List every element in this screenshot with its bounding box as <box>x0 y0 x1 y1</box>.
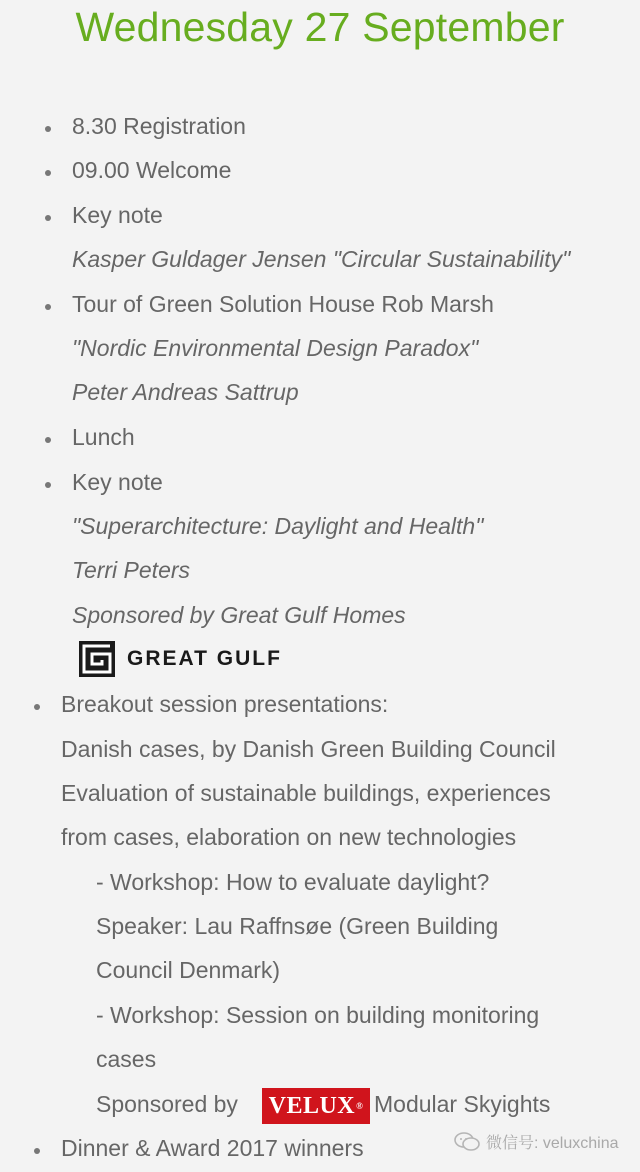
agenda-item-detail: Terri Peters <box>72 557 191 583</box>
bullet-icon <box>45 482 51 488</box>
watermark-text: 微信号: veluxchina <box>486 1135 619 1152</box>
agenda-item-sponsor: Sponsored by Great Gulf Homes <box>72 602 406 628</box>
agenda-item-label: Tour of Green Solution House Rob Marsh <box>72 291 494 317</box>
agenda-item-label: 09.00 Welcome <box>72 157 232 183</box>
page-title: Wednesday 27 September <box>75 4 565 50</box>
velux-wordmark: VELUX <box>268 1092 356 1119</box>
workshop-1-speaker: Council Denmark) <box>96 957 281 983</box>
great-gulf-logo <box>79 641 282 677</box>
bullet-icon <box>34 1148 40 1154</box>
bullet-icon <box>45 126 51 132</box>
agenda-item-detail: "Superarchitecture: Daylight and Health" <box>72 513 484 539</box>
bullet-icon <box>45 437 51 443</box>
agenda-item-detail: "Nordic Environmental Design Paradox" <box>72 335 479 361</box>
agenda-item-label: Lunch <box>72 424 135 450</box>
sponsored-by-label: Sponsored by <box>96 1091 238 1117</box>
agenda-item-label: Breakout session presentations: <box>61 691 389 717</box>
great-gulf-mark-icon <box>79 641 115 677</box>
agenda-item-label: Dinner & Award 2017 winners <box>61 1135 364 1161</box>
agenda-item-detail: Danish cases, by Danish Green Building Council <box>61 736 556 762</box>
workshop-2-title: - Workshop: Session on building monitoring <box>96 1002 540 1028</box>
velux-logo <box>262 1088 370 1124</box>
agenda-item-label: Key note <box>72 202 163 228</box>
agenda-item-detail: Evaluation of sustainable buildings, experiences <box>61 780 551 806</box>
wechat-watermark <box>454 1130 619 1153</box>
agenda-item-label: 8.30 Registration <box>72 113 246 139</box>
bullet-icon <box>34 704 40 710</box>
bullet-icon <box>45 170 51 176</box>
workshop-2-title: cases <box>96 1046 157 1072</box>
registered-mark-icon: ® <box>356 1101 364 1111</box>
bullet-icon <box>45 215 51 221</box>
workshop-1-title: - Workshop: How to evaluate daylight? <box>96 869 490 895</box>
agenda-item-detail: Peter Andreas Sattrup <box>72 379 299 405</box>
agenda-item-label: Key note <box>72 469 163 495</box>
great-gulf-wordmark: GREAT GULF <box>127 647 282 670</box>
agenda-item-detail: from cases, elaboration on new technologies <box>61 824 517 850</box>
bullet-icon <box>45 304 51 310</box>
agenda-item-detail: Kasper Guldager Jensen "Circular Sustainability" <box>72 246 571 272</box>
wechat-icon <box>454 1132 480 1152</box>
modular-skylights-label: Modular Skyights <box>374 1091 551 1117</box>
workshop-1-speaker: Speaker: Lau Raffnsøe (Green Building <box>96 913 499 939</box>
